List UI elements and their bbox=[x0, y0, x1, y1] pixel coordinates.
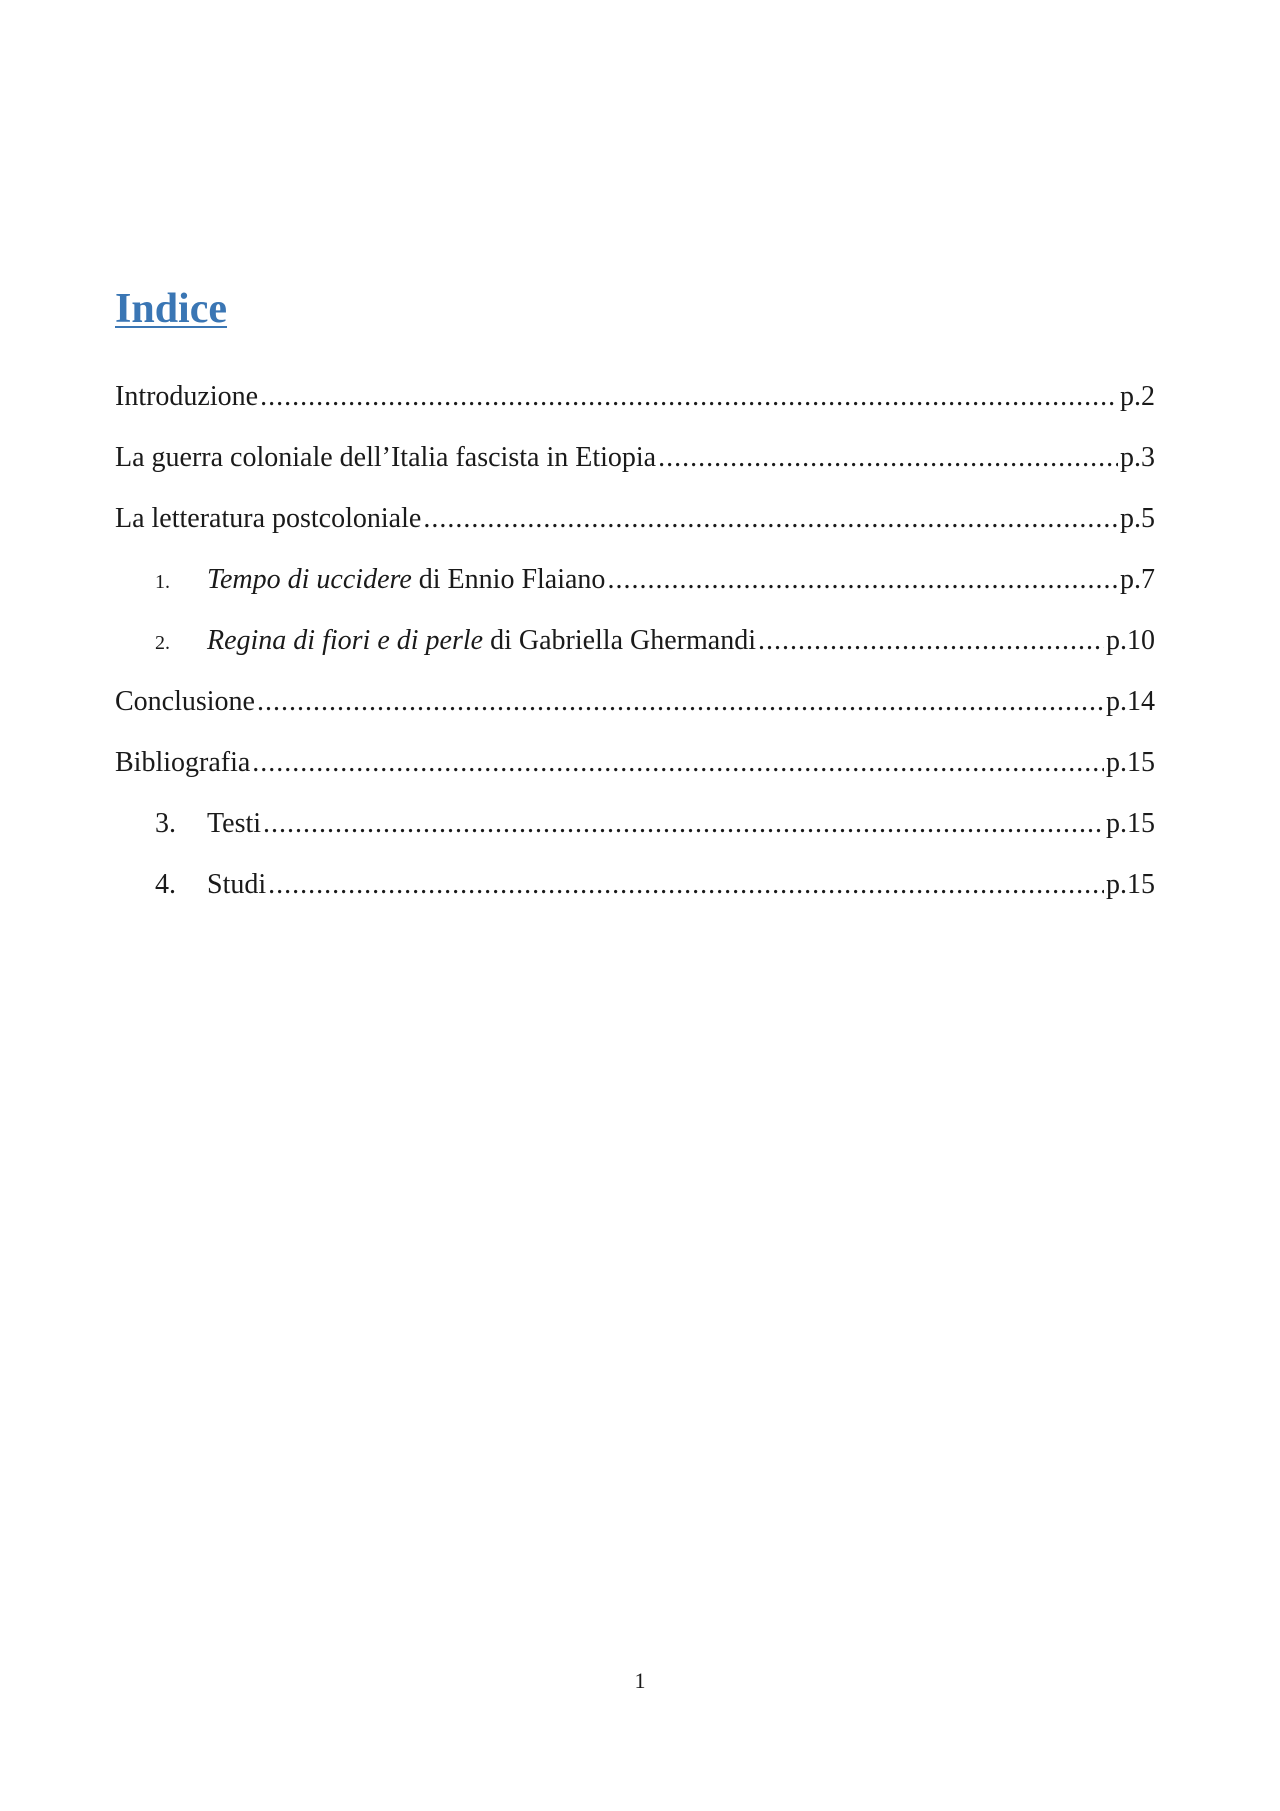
toc-entry-number: 1. bbox=[155, 571, 170, 593]
dot-leader bbox=[607, 564, 1118, 596]
dot-leader bbox=[252, 747, 1104, 779]
toc-entry-label: Conclusione bbox=[115, 686, 255, 717]
toc-entry-page: p.15 bbox=[1106, 869, 1155, 900]
page-title: Indice bbox=[115, 286, 228, 332]
toc-entry-label bbox=[207, 625, 756, 657]
toc-entry-label: Studi bbox=[207, 869, 267, 900]
toc-entry-bibliografia[interactable] bbox=[115, 747, 1155, 808]
toc-entry-label bbox=[207, 564, 605, 596]
dot-leader bbox=[257, 686, 1104, 718]
dot-leader bbox=[758, 625, 1104, 657]
dot-leader bbox=[263, 808, 1104, 840]
toc-entry-label: Bibliografia bbox=[115, 747, 251, 778]
dot-leader bbox=[268, 869, 1104, 901]
toc-entry-page: p.10 bbox=[1106, 625, 1155, 656]
toc-entry-page: p.5 bbox=[1120, 503, 1155, 534]
toc-entry-page: p.15 bbox=[1106, 808, 1155, 839]
toc-entry-studi[interactable] bbox=[115, 869, 1155, 930]
toc-entry-page: p.3 bbox=[1120, 442, 1155, 473]
toc-entry-page: p.7 bbox=[1120, 564, 1155, 595]
toc-entry-italic-title: Tempo di uccidere bbox=[207, 564, 412, 595]
toc-entry-introduzione[interactable] bbox=[115, 381, 1155, 442]
toc-entry-guerra-coloniale[interactable] bbox=[115, 442, 1155, 503]
toc-entry-label-rest: di Ennio Flaiano bbox=[411, 564, 606, 595]
toc-entry-page: p.15 bbox=[1106, 747, 1155, 778]
toc-entry-number: 3. bbox=[155, 808, 176, 839]
toc-entry-italic-title: Regina di fiori e di perle bbox=[207, 625, 484, 656]
toc-entry-label: Introduzione bbox=[115, 381, 259, 412]
toc-entry-number: 2. bbox=[155, 632, 170, 654]
toc-entry-label: La guerra coloniale dell’Italia fascista in Etiopia bbox=[115, 442, 657, 473]
toc-entry-label: La letteratura postcoloniale bbox=[115, 503, 422, 534]
toc-entry-testi[interactable] bbox=[115, 808, 1155, 869]
toc-entry-number: 4. bbox=[155, 869, 176, 900]
toc-entry-page: p.14 bbox=[1106, 686, 1155, 717]
toc-entry-label-rest: di Gabriella Ghermandi bbox=[483, 625, 756, 656]
toc-entry-page: p.2 bbox=[1120, 381, 1155, 412]
toc-entry-label: Testi bbox=[207, 808, 262, 839]
toc-entry-regina-di-fiori[interactable] bbox=[115, 625, 1155, 686]
toc-entry-conclusione[interactable] bbox=[115, 686, 1155, 747]
dot-leader bbox=[423, 503, 1118, 535]
dot-leader bbox=[658, 442, 1118, 474]
page-number: 1 bbox=[634, 1668, 646, 1693]
toc-entry-letteratura-postcoloniale[interactable] bbox=[115, 503, 1155, 564]
table-of-contents bbox=[115, 381, 1155, 930]
dot-leader bbox=[260, 381, 1118, 413]
toc-entry-tempo-di-uccidere[interactable] bbox=[115, 564, 1155, 625]
